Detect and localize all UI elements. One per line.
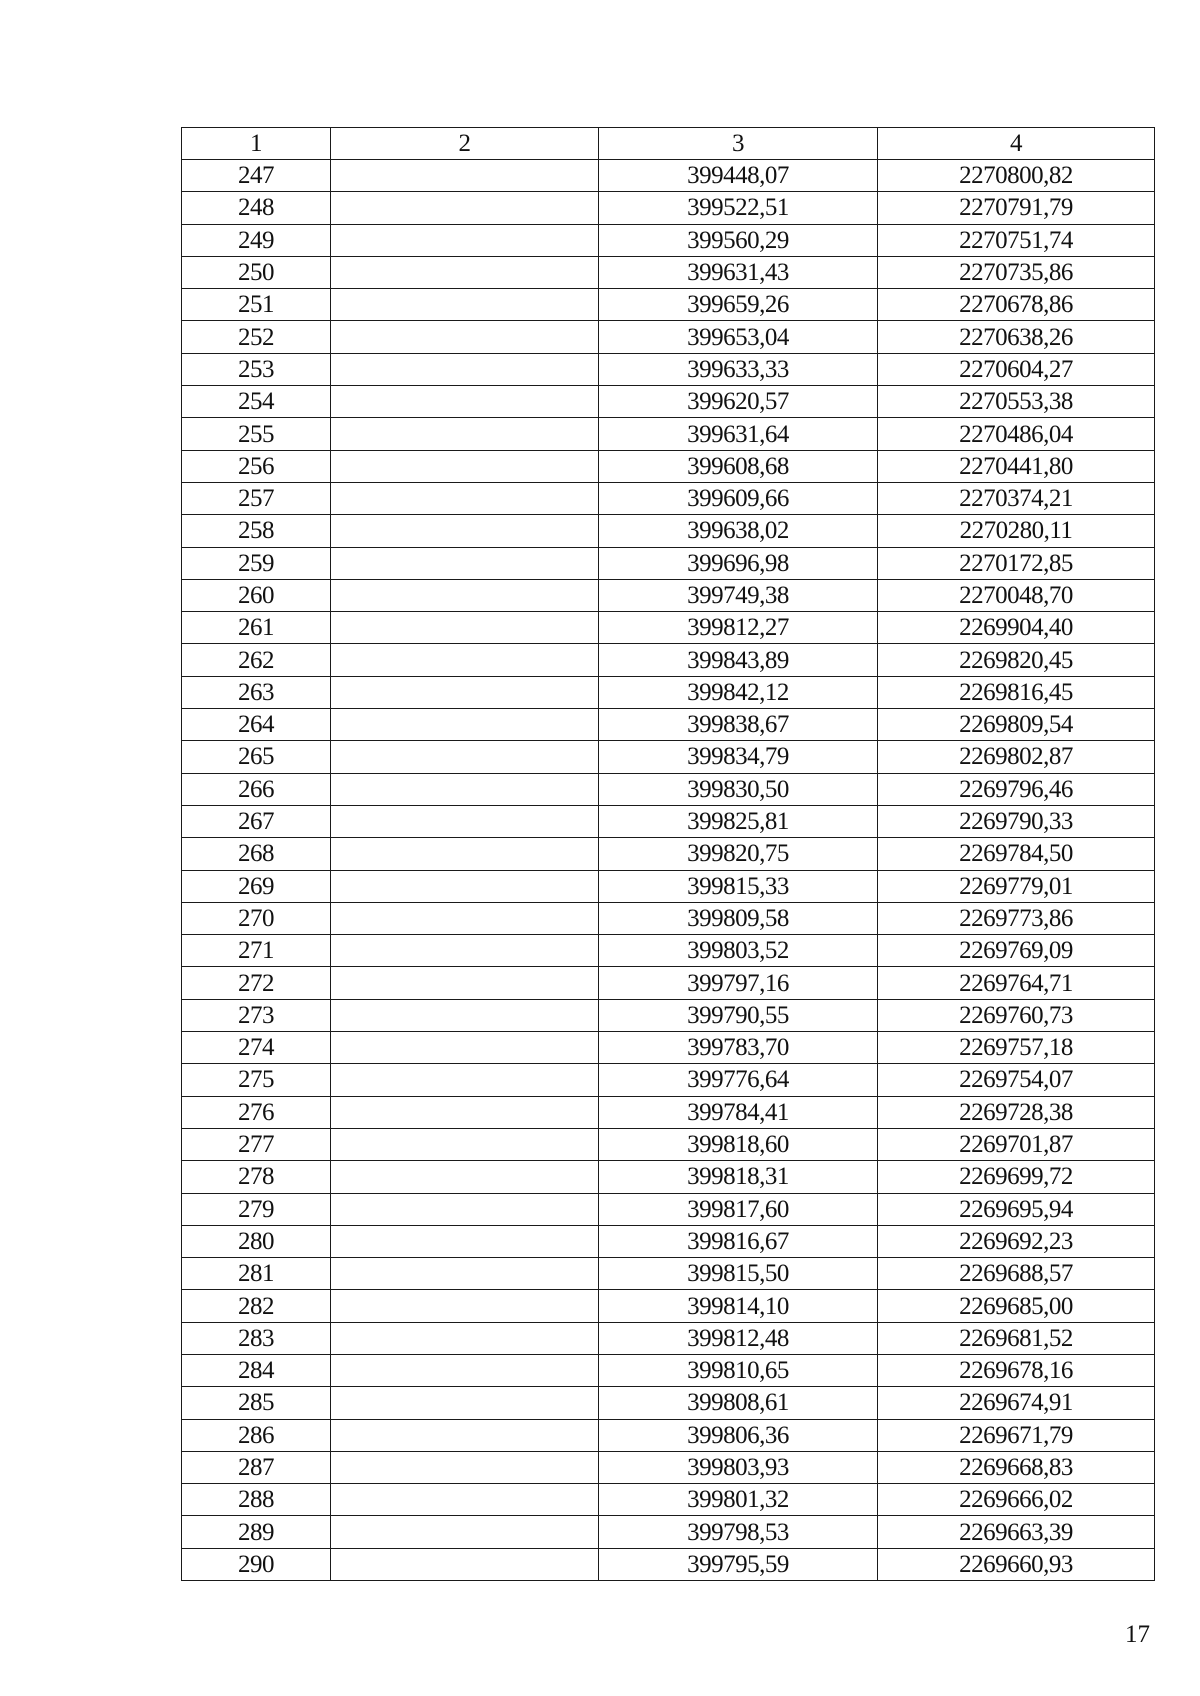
x-coordinate-cell: 399834,79 (599, 741, 878, 773)
description-cell (331, 515, 599, 547)
description-cell (331, 547, 599, 579)
y-coordinate-cell: 2269816,45 (878, 676, 1155, 708)
point-number-cell: 277 (182, 1128, 331, 1160)
point-number-cell: 271 (182, 935, 331, 967)
point-number-cell: 273 (182, 999, 331, 1031)
y-coordinate-cell: 2269802,87 (878, 741, 1155, 773)
description-cell (331, 1516, 599, 1548)
x-coordinate-cell: 399696,98 (599, 547, 878, 579)
y-coordinate-cell: 2269779,01 (878, 870, 1155, 902)
x-coordinate-cell: 399638,02 (599, 515, 878, 547)
point-number-cell: 278 (182, 1161, 331, 1193)
table-row (182, 450, 1155, 482)
description-cell (331, 160, 599, 192)
description-cell (331, 192, 599, 224)
point-number-cell: 286 (182, 1419, 331, 1451)
y-coordinate-cell: 2269685,00 (878, 1290, 1155, 1322)
x-coordinate-cell: 399797,16 (599, 967, 878, 999)
column-header-4: 4 (878, 128, 1155, 160)
point-number-cell: 287 (182, 1451, 331, 1483)
description-cell (331, 1161, 599, 1193)
description-cell (331, 644, 599, 676)
description-cell (331, 1128, 599, 1160)
x-coordinate-cell: 399784,41 (599, 1096, 878, 1128)
description-cell (331, 1258, 599, 1290)
table-row (182, 418, 1155, 450)
x-coordinate-cell: 399842,12 (599, 676, 878, 708)
y-coordinate-cell: 2269695,94 (878, 1193, 1155, 1225)
description-cell (331, 805, 599, 837)
x-coordinate-cell: 399818,60 (599, 1128, 878, 1160)
column-header-1: 1 (182, 128, 331, 160)
x-coordinate-cell: 399749,38 (599, 579, 878, 611)
table-row (182, 579, 1155, 611)
y-coordinate-cell: 2270735,86 (878, 256, 1155, 288)
x-coordinate-cell: 399783,70 (599, 1032, 878, 1064)
x-coordinate-cell: 399812,27 (599, 612, 878, 644)
table-row (182, 1290, 1155, 1322)
y-coordinate-cell: 2270441,80 (878, 450, 1155, 482)
y-coordinate-cell: 2269773,86 (878, 902, 1155, 934)
point-number-cell: 254 (182, 386, 331, 418)
y-coordinate-cell: 2269681,52 (878, 1322, 1155, 1354)
description-cell (331, 1290, 599, 1322)
point-number-cell: 252 (182, 321, 331, 353)
x-coordinate-cell: 399620,57 (599, 386, 878, 418)
point-number-cell: 262 (182, 644, 331, 676)
point-number-cell: 282 (182, 1290, 331, 1322)
y-coordinate-cell: 2269728,38 (878, 1096, 1155, 1128)
table-row (182, 1096, 1155, 1128)
point-number-cell: 261 (182, 612, 331, 644)
description-cell (331, 999, 599, 1031)
description-cell (331, 1064, 599, 1096)
x-coordinate-cell: 399843,89 (599, 644, 878, 676)
y-coordinate-cell: 2270751,74 (878, 224, 1155, 256)
y-coordinate-cell: 2269809,54 (878, 709, 1155, 741)
x-coordinate-cell: 399830,50 (599, 773, 878, 805)
y-coordinate-cell: 2269692,23 (878, 1225, 1155, 1257)
x-coordinate-cell: 399818,31 (599, 1161, 878, 1193)
description-cell (331, 1322, 599, 1354)
table-row (182, 612, 1155, 644)
table-row (182, 1258, 1155, 1290)
table-row (182, 289, 1155, 321)
point-number-cell: 256 (182, 450, 331, 482)
point-number-cell: 276 (182, 1096, 331, 1128)
point-number-cell: 267 (182, 805, 331, 837)
table-row (182, 676, 1155, 708)
description-cell (331, 482, 599, 514)
description-cell (331, 773, 599, 805)
point-number-cell: 275 (182, 1064, 331, 1096)
y-coordinate-cell: 2269764,71 (878, 967, 1155, 999)
description-cell (331, 1548, 599, 1580)
y-coordinate-cell: 2270280,11 (878, 515, 1155, 547)
x-coordinate-cell: 399825,81 (599, 805, 878, 837)
x-coordinate-cell: 399812,48 (599, 1322, 878, 1354)
x-coordinate-cell: 399659,26 (599, 289, 878, 321)
y-coordinate-cell: 2269678,16 (878, 1354, 1155, 1386)
point-number-cell: 270 (182, 902, 331, 934)
table-row (182, 967, 1155, 999)
y-coordinate-cell: 2269796,46 (878, 773, 1155, 805)
table-row (182, 1484, 1155, 1516)
y-coordinate-cell: 2269688,57 (878, 1258, 1155, 1290)
point-number-cell: 272 (182, 967, 331, 999)
table-row (182, 160, 1155, 192)
x-coordinate-cell: 399838,67 (599, 709, 878, 741)
y-coordinate-cell: 2269820,45 (878, 644, 1155, 676)
point-number-cell: 288 (182, 1484, 331, 1516)
table-row (182, 1225, 1155, 1257)
x-coordinate-cell: 399810,65 (599, 1354, 878, 1386)
y-coordinate-cell: 2270638,26 (878, 321, 1155, 353)
table-row (182, 1419, 1155, 1451)
table-row (182, 192, 1155, 224)
point-number-cell: 274 (182, 1032, 331, 1064)
table-row (182, 515, 1155, 547)
point-number-cell: 289 (182, 1516, 331, 1548)
description-cell (331, 1387, 599, 1419)
y-coordinate-cell: 2270486,04 (878, 418, 1155, 450)
x-coordinate-cell: 399776,64 (599, 1064, 878, 1096)
table-row (182, 1032, 1155, 1064)
x-coordinate-cell: 399522,51 (599, 192, 878, 224)
point-number-cell: 280 (182, 1225, 331, 1257)
x-coordinate-cell: 399815,33 (599, 870, 878, 902)
y-coordinate-cell: 2269671,79 (878, 1419, 1155, 1451)
point-number-cell: 263 (182, 676, 331, 708)
point-number-cell: 250 (182, 256, 331, 288)
description-cell (331, 935, 599, 967)
table-row (182, 773, 1155, 805)
description-cell (331, 386, 599, 418)
point-number-cell: 255 (182, 418, 331, 450)
point-number-cell: 260 (182, 579, 331, 611)
table-header (182, 128, 1155, 160)
point-number-cell: 253 (182, 353, 331, 385)
x-coordinate-cell: 399803,52 (599, 935, 878, 967)
description-cell (331, 418, 599, 450)
x-coordinate-cell: 399816,67 (599, 1225, 878, 1257)
point-number-cell: 283 (182, 1322, 331, 1354)
description-cell (331, 902, 599, 934)
description-cell (331, 838, 599, 870)
y-coordinate-cell: 2269760,73 (878, 999, 1155, 1031)
y-coordinate-cell: 2270374,21 (878, 482, 1155, 514)
point-number-cell: 264 (182, 709, 331, 741)
y-coordinate-cell: 2269754,07 (878, 1064, 1155, 1096)
table-row (182, 1064, 1155, 1096)
y-coordinate-cell: 2269699,72 (878, 1161, 1155, 1193)
point-number-cell: 269 (182, 870, 331, 902)
table-row (182, 1387, 1155, 1419)
y-coordinate-cell: 2270048,70 (878, 579, 1155, 611)
y-coordinate-cell: 2269904,40 (878, 612, 1155, 644)
point-number-cell: 266 (182, 773, 331, 805)
description-cell (331, 224, 599, 256)
table-row (182, 1354, 1155, 1386)
x-coordinate-cell: 399608,68 (599, 450, 878, 482)
table-row (182, 935, 1155, 967)
table-row (182, 224, 1155, 256)
point-number-cell: 257 (182, 482, 331, 514)
x-coordinate-cell: 399609,66 (599, 482, 878, 514)
x-coordinate-cell: 399817,60 (599, 1193, 878, 1225)
y-coordinate-cell: 2269663,39 (878, 1516, 1155, 1548)
y-coordinate-cell: 2270172,85 (878, 547, 1155, 579)
y-coordinate-cell: 2270604,27 (878, 353, 1155, 385)
description-cell (331, 676, 599, 708)
point-number-cell: 290 (182, 1548, 331, 1580)
coordinates-table (181, 127, 1155, 1581)
table-row (182, 644, 1155, 676)
table-row (182, 482, 1155, 514)
x-coordinate-cell: 399633,33 (599, 353, 878, 385)
point-number-cell: 259 (182, 547, 331, 579)
y-coordinate-cell: 2270800,82 (878, 160, 1155, 192)
y-coordinate-cell: 2269701,87 (878, 1128, 1155, 1160)
y-coordinate-cell: 2270553,38 (878, 386, 1155, 418)
header-row (182, 128, 1155, 160)
table-row (182, 741, 1155, 773)
x-coordinate-cell: 399820,75 (599, 838, 878, 870)
point-number-cell: 285 (182, 1387, 331, 1419)
y-coordinate-cell: 2269784,50 (878, 838, 1155, 870)
description-cell (331, 1451, 599, 1483)
y-coordinate-cell: 2270678,86 (878, 289, 1155, 321)
description-cell (331, 450, 599, 482)
x-coordinate-cell: 399653,04 (599, 321, 878, 353)
column-header-3: 3 (599, 128, 878, 160)
point-number-cell: 247 (182, 160, 331, 192)
x-coordinate-cell: 399790,55 (599, 999, 878, 1031)
table-row (182, 1516, 1155, 1548)
point-number-cell: 268 (182, 838, 331, 870)
x-coordinate-cell: 399808,61 (599, 1387, 878, 1419)
y-coordinate-cell: 2269668,83 (878, 1451, 1155, 1483)
point-number-cell: 279 (182, 1193, 331, 1225)
y-coordinate-cell: 2269660,93 (878, 1548, 1155, 1580)
x-coordinate-cell: 399801,32 (599, 1484, 878, 1516)
point-number-cell: 258 (182, 515, 331, 547)
y-coordinate-cell: 2269757,18 (878, 1032, 1155, 1064)
description-cell (331, 1193, 599, 1225)
x-coordinate-cell: 399448,07 (599, 160, 878, 192)
table-row (182, 1128, 1155, 1160)
description-cell (331, 579, 599, 611)
point-number-cell: 281 (182, 1258, 331, 1290)
table-row (182, 547, 1155, 579)
table-row (182, 838, 1155, 870)
description-cell (331, 1419, 599, 1451)
description-cell (331, 256, 599, 288)
description-cell (331, 1354, 599, 1386)
point-number-cell: 249 (182, 224, 331, 256)
description-cell (331, 1484, 599, 1516)
table-row (182, 321, 1155, 353)
y-coordinate-cell: 2269769,09 (878, 935, 1155, 967)
x-coordinate-cell: 399814,10 (599, 1290, 878, 1322)
x-coordinate-cell: 399806,36 (599, 1419, 878, 1451)
table-row (182, 256, 1155, 288)
table-row (182, 902, 1155, 934)
column-header-2: 2 (331, 128, 599, 160)
table-row (182, 386, 1155, 418)
y-coordinate-cell: 2269790,33 (878, 805, 1155, 837)
description-cell (331, 1096, 599, 1128)
point-number-cell: 265 (182, 741, 331, 773)
description-cell (331, 612, 599, 644)
table-row (182, 1193, 1155, 1225)
table-row (182, 805, 1155, 837)
y-coordinate-cell: 2269674,91 (878, 1387, 1155, 1419)
table-row (182, 1322, 1155, 1354)
table-row (182, 1161, 1155, 1193)
x-coordinate-cell: 399809,58 (599, 902, 878, 934)
x-coordinate-cell: 399803,93 (599, 1451, 878, 1483)
x-coordinate-cell: 399631,64 (599, 418, 878, 450)
point-number-cell: 284 (182, 1354, 331, 1386)
x-coordinate-cell: 399560,29 (599, 224, 878, 256)
table-row (182, 353, 1155, 385)
page-number: 17 (1125, 1621, 1150, 1648)
point-number-cell: 248 (182, 192, 331, 224)
description-cell (331, 870, 599, 902)
table-row (182, 709, 1155, 741)
x-coordinate-cell: 399798,53 (599, 1516, 878, 1548)
table-row (182, 999, 1155, 1031)
description-cell (331, 289, 599, 321)
table-body (182, 160, 1155, 1581)
description-cell (331, 741, 599, 773)
description-cell (331, 321, 599, 353)
y-coordinate-cell: 2270791,79 (878, 192, 1155, 224)
description-cell (331, 709, 599, 741)
point-number-cell: 251 (182, 289, 331, 321)
y-coordinate-cell: 2269666,02 (878, 1484, 1155, 1516)
table-row (182, 870, 1155, 902)
table-row (182, 1451, 1155, 1483)
description-cell (331, 1032, 599, 1064)
description-cell (331, 967, 599, 999)
table-row (182, 1548, 1155, 1580)
description-cell (331, 353, 599, 385)
x-coordinate-cell: 399631,43 (599, 256, 878, 288)
x-coordinate-cell: 399795,59 (599, 1548, 878, 1580)
x-coordinate-cell: 399815,50 (599, 1258, 878, 1290)
description-cell (331, 1225, 599, 1257)
